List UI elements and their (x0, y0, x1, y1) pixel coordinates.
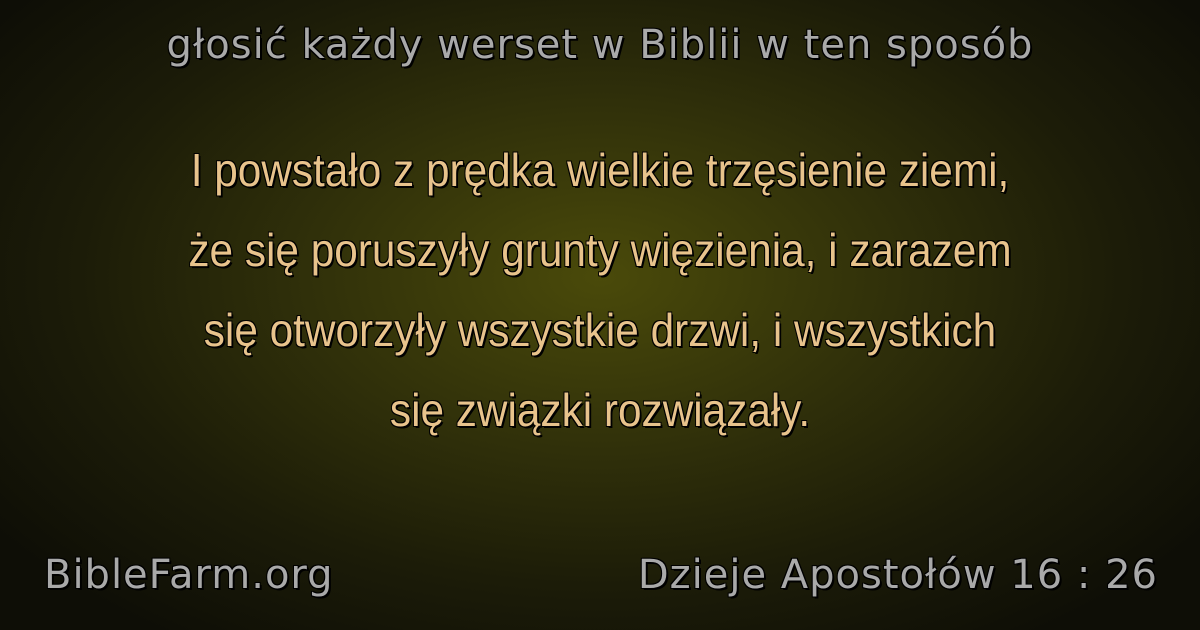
header-tagline: głosić każdy werset w Biblii w ten sposób (166, 22, 1034, 68)
verse-reference: Dzieje Apostołów 16 : 26 (637, 552, 1158, 598)
verse-line: że się poruszyły grunty więzienia, i zarazem (188, 224, 1012, 276)
verse-line: I powstało z prędka wielkie trzęsienie ziemi, (190, 144, 1010, 196)
verse-line: się otworzyły wszystkie drzwi, i wszystkich (203, 304, 997, 356)
verse-text (85, 130, 1115, 450)
site-name: BibleFarm.org (44, 552, 334, 598)
verse-line: się związki rozwiązały. (389, 384, 811, 436)
